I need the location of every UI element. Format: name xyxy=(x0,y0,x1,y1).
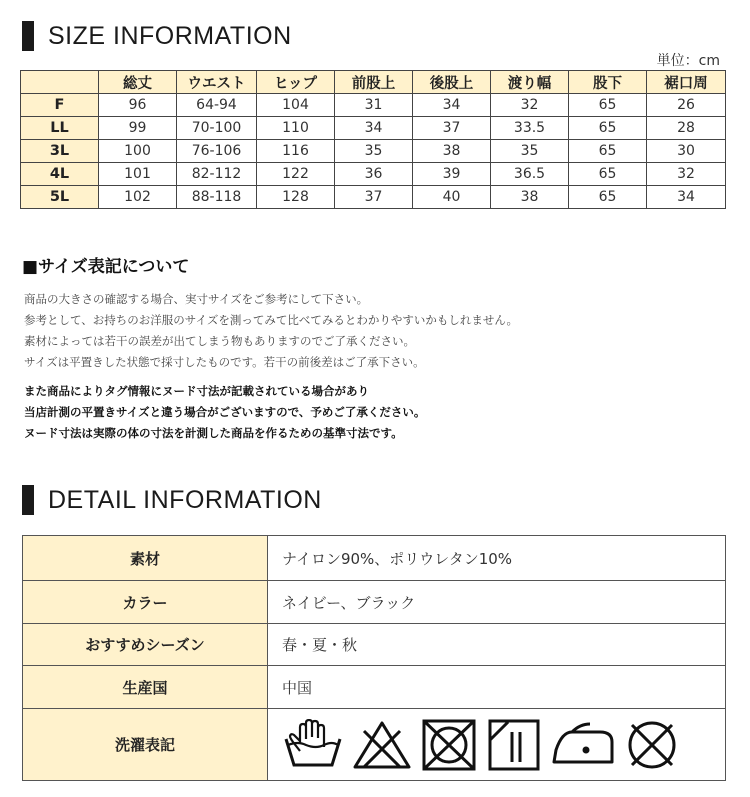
size-cell: 104 xyxy=(257,94,335,117)
size-cell: 110 xyxy=(257,117,335,140)
size-cell: 34 xyxy=(647,186,726,209)
size-cell: 128 xyxy=(257,186,335,209)
size-cell: 34 xyxy=(335,117,413,140)
detail-row-season xyxy=(23,624,726,666)
size-table-row xyxy=(21,140,726,163)
size-cell: 26 xyxy=(647,94,726,117)
size-note-line: 商品の大きさの確認する場合、実寸サイズをご参考にして下さい。 xyxy=(24,292,369,306)
size-header-cell: ヒップ xyxy=(257,71,335,94)
size-row-label: 5L xyxy=(21,186,99,209)
nude-size-note-line: 当店計測の平置きサイズと違う場合がございますので、予めご了承ください。 xyxy=(24,405,426,419)
size-table-row xyxy=(21,117,726,140)
detail-value: ナイロン90%、ポリウレタン10% xyxy=(268,536,726,581)
size-note-line: 参考として、お持ちのお洋服のサイズを測ってみて比べてみるとわかりやすいかもしれません。 xyxy=(24,313,519,327)
size-cell: 35 xyxy=(491,140,569,163)
size-cell: 70-100 xyxy=(177,117,257,140)
nude-size-notes xyxy=(24,381,425,444)
size-cell: 35 xyxy=(335,140,413,163)
size-notes xyxy=(24,289,518,373)
detail-row-color xyxy=(23,581,726,624)
size-cell: 76-106 xyxy=(177,140,257,163)
size-cell: 37 xyxy=(335,186,413,209)
detail-label: おすすめシーズン xyxy=(23,624,268,666)
size-header-cell: 股下 xyxy=(569,71,647,94)
size-table xyxy=(20,70,726,209)
size-table-row xyxy=(21,94,726,117)
no-bleach-icon xyxy=(352,719,412,771)
size-cell: 65 xyxy=(569,94,647,117)
low-iron-icon xyxy=(550,720,616,770)
size-header-cell: 前股上 xyxy=(335,71,413,94)
detail-table xyxy=(22,535,726,781)
size-cell: 28 xyxy=(647,117,726,140)
size-cell: 32 xyxy=(491,94,569,117)
nude-size-note-line: また商品によりタグ情報にヌード寸法が記載されている場合があり xyxy=(24,384,369,398)
size-table-header-row xyxy=(21,71,726,94)
drip-dry-shade-icon xyxy=(486,718,542,772)
size-row-label: 4L xyxy=(21,163,99,186)
size-section-title: SIZE INFORMATION xyxy=(48,21,292,50)
care-icons-cell xyxy=(268,709,726,781)
size-cell: 34 xyxy=(413,94,491,117)
section-bar xyxy=(22,21,34,51)
size-cell: 37 xyxy=(413,117,491,140)
size-cell: 65 xyxy=(569,117,647,140)
no-tumble-dry-icon xyxy=(420,718,478,772)
size-cell: 30 xyxy=(647,140,726,163)
size-cell: 38 xyxy=(491,186,569,209)
size-cell: 64-94 xyxy=(177,94,257,117)
size-cell: 33.5 xyxy=(491,117,569,140)
size-note-line: サイズは平置きした状態で採寸したものです。若干の前後差はご了承下さい。 xyxy=(24,355,425,369)
size-cell: 101 xyxy=(99,163,177,186)
size-cell: 116 xyxy=(257,140,335,163)
size-cell: 32 xyxy=(647,163,726,186)
detail-section-title: DETAIL INFORMATION xyxy=(48,485,322,514)
size-section-header xyxy=(22,21,292,51)
size-header-cell: 裾口周 xyxy=(647,71,726,94)
detail-value: 春・夏・秋 xyxy=(268,624,726,666)
size-table-row xyxy=(21,186,726,209)
detail-value: 中国 xyxy=(268,666,726,709)
size-header-cell: ウエスト xyxy=(177,71,257,94)
section-bar xyxy=(22,485,34,515)
nude-size-note-line: ヌード寸法は実際の体の寸法を計測した商品を作るための基準寸法です。 xyxy=(24,426,403,440)
care-icons xyxy=(282,718,725,772)
size-cell: 65 xyxy=(569,186,647,209)
size-table-row xyxy=(21,163,726,186)
size-cell: 36.5 xyxy=(491,163,569,186)
size-header-cell: 渡り幅 xyxy=(491,71,569,94)
size-cell: 100 xyxy=(99,140,177,163)
size-header-cell xyxy=(21,71,99,94)
size-cell: 40 xyxy=(413,186,491,209)
detail-value: ネイビー、ブラック xyxy=(268,581,726,624)
no-dry-clean-icon xyxy=(624,718,680,772)
size-cell: 31 xyxy=(335,94,413,117)
detail-label: 洗濯表記 xyxy=(23,709,268,781)
size-header-cell: 総丈 xyxy=(99,71,177,94)
size-cell: 82-112 xyxy=(177,163,257,186)
size-cell: 38 xyxy=(413,140,491,163)
detail-label: 生産国 xyxy=(23,666,268,709)
detail-section-header xyxy=(22,485,322,515)
size-cell: 99 xyxy=(99,117,177,140)
detail-row-material xyxy=(23,536,726,581)
size-row-label: LL xyxy=(21,117,99,140)
size-cell: 88-118 xyxy=(177,186,257,209)
detail-row-care xyxy=(23,709,726,781)
size-note-line: 素材によっては若干の誤差が出てしまう物もありますのでご了承ください。 xyxy=(24,334,415,348)
size-cell: 65 xyxy=(569,140,647,163)
size-notes-heading: ■サイズ表記について xyxy=(22,257,190,277)
unit-label: 単位：cm xyxy=(656,53,720,69)
size-cell: 102 xyxy=(99,186,177,209)
detail-row-origin xyxy=(23,666,726,709)
size-header-cell: 後股上 xyxy=(413,71,491,94)
detail-label: 素材 xyxy=(23,536,268,581)
detail-label: カラー xyxy=(23,581,268,624)
size-cell: 36 xyxy=(335,163,413,186)
size-cell: 122 xyxy=(257,163,335,186)
size-cell: 39 xyxy=(413,163,491,186)
hand-wash-icon xyxy=(282,719,344,771)
size-row-label: F xyxy=(21,94,99,117)
size-cell: 96 xyxy=(99,94,177,117)
size-cell: 65 xyxy=(569,163,647,186)
size-row-label: 3L xyxy=(21,140,99,163)
